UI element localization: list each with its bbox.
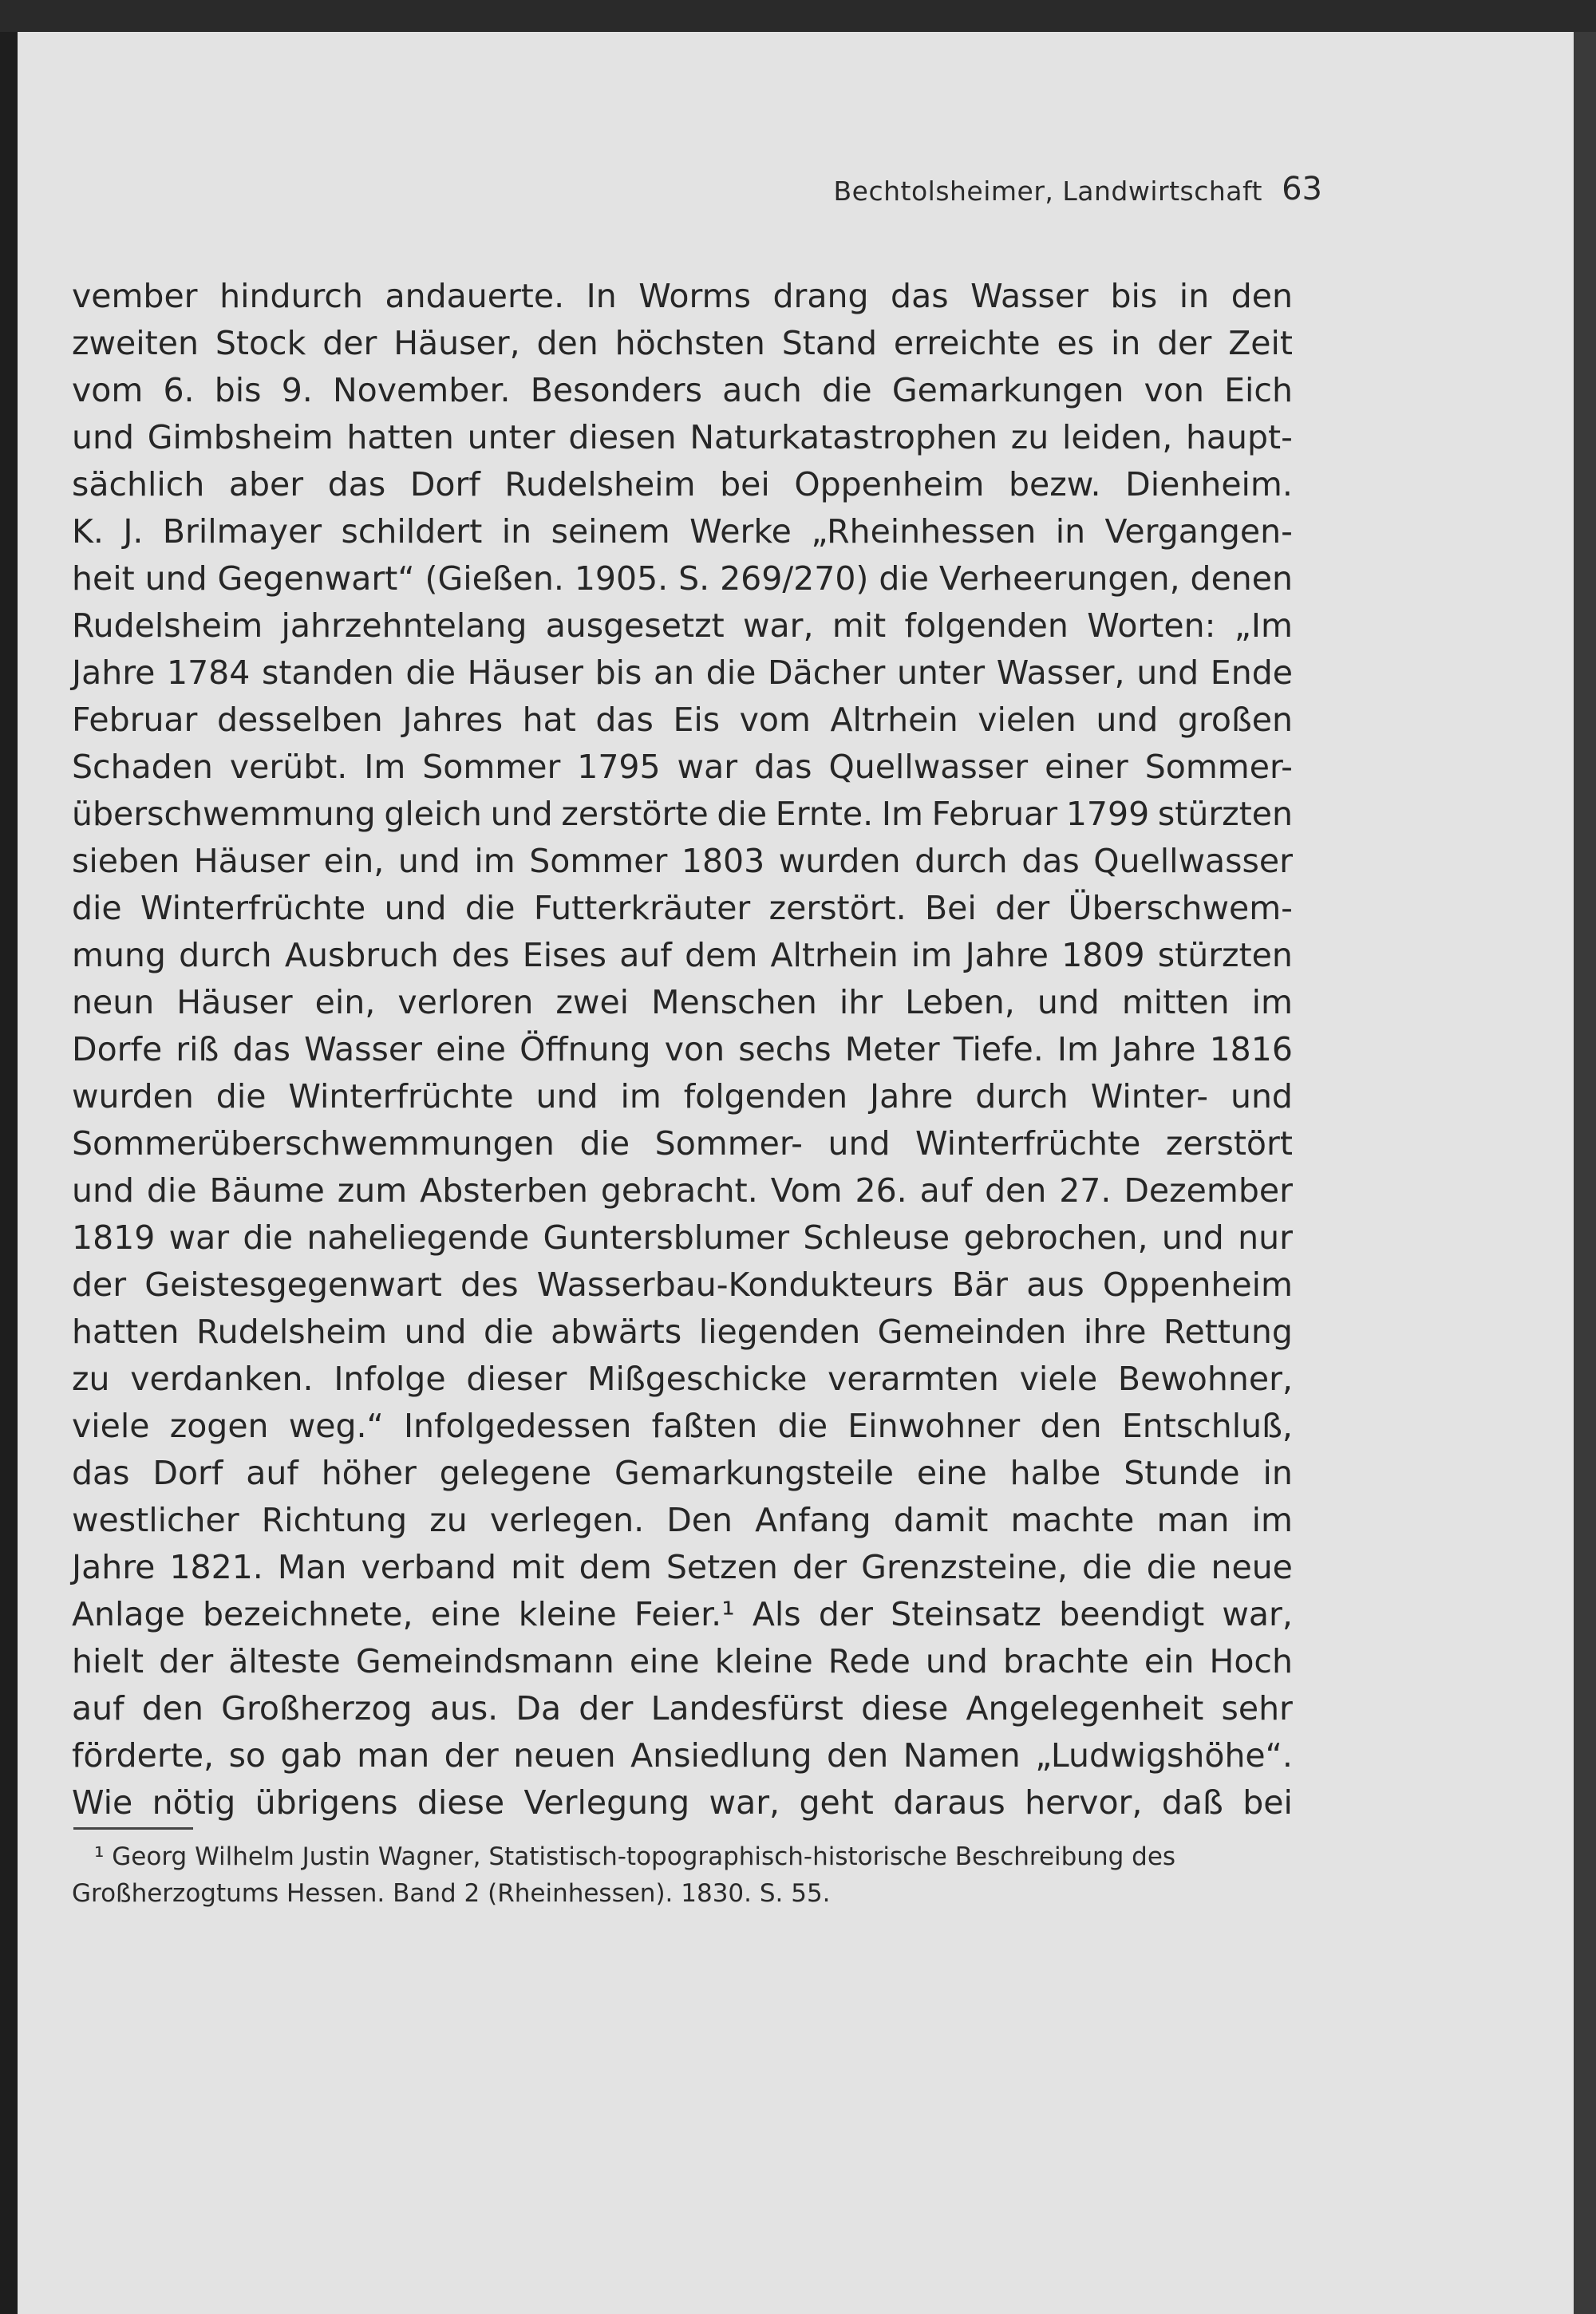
book-page <box>18 32 1574 2314</box>
footnote-line: Großherzogtums Hessen. Band 2 (Rheinhessen). 1830. S. 55. <box>72 1879 831 1908</box>
text-line: Februar desselben Jahres hat das Eis vom Altrhein vielen und großen <box>72 701 1293 739</box>
text-line: hatten Rudelsheim und die abwärts liegenden Gemeinden ihre Rettung <box>72 1313 1293 1351</box>
text-line: förderte, so gab man der neuen Ansiedlung den Namen „Ludwigshöhe“. <box>72 1736 1293 1775</box>
footnote-line: ¹ Georg Wilhelm Justin Wagner, Statistisch-topographisch-historische Beschreibung des <box>94 1842 1176 1871</box>
text-line: 1819 war die naheliegende Guntersblumer Schleuse gebrochen, und nur <box>72 1218 1293 1257</box>
text-line: vom 6. bis 9. November. Besonders auch die Gemarkungen von Eich <box>72 371 1293 409</box>
scan-edge-strip <box>0 0 18 2314</box>
page-number: 63 <box>1282 171 1322 207</box>
text-line: die Winterfrüchte und die Futterkräuter zerstört. Bei der Überschwem- <box>72 889 1293 927</box>
text-line: mung durch Ausbruch des Eises auf dem Altrhein im Jahre 1809 stürzten <box>72 936 1293 974</box>
scan-top-shadow <box>0 0 1596 32</box>
text-line: Rudelsheim jahrzehntelang ausgesetzt war, mit folgenden Worten: „Im <box>72 606 1293 645</box>
text-line: vember hindurch andauerte. In Worms drang das Wasser bis in den <box>72 277 1293 315</box>
text-line: überschwemmung gleich und zerstörte die Ernte. Im Februar 1799 stürzten <box>72 795 1293 833</box>
text-line: Jahre 1784 standen die Häuser bis an die Dächer unter Wasser, und Ende <box>72 654 1293 692</box>
footnotes <box>72 1827 1301 1912</box>
text-line: Sommerüberschwemmungen die Sommer- und Winterfrüchte zerstört <box>72 1124 1293 1163</box>
text-line: heit und Gegenwart“ (Gießen. 1905. S. 269/270) die Verheerungen, denen <box>72 559 1293 598</box>
text-line: zu verdanken. Infolge dieser Mißgeschicke verarmten viele Bewohner, <box>72 1360 1293 1398</box>
text-line: sieben Häuser ein, und im Sommer 1803 wurden durch das Quellwasser <box>72 842 1293 880</box>
text-line: sächlich aber das Dorf Rudelsheim bei Oppenheim bezw. Dienheim. <box>72 465 1293 503</box>
text-line: und die Bäume zum Absterben gebracht. Vom 26. auf den 27. Dezember <box>72 1171 1293 1210</box>
text-line: viele zogen weg.“ Infolgedessen faßten die Einwohner den Entschluß, <box>72 1407 1293 1445</box>
text-line: Schaden verübt. Im Sommer 1795 war das Quellwasser einer Sommer- <box>72 748 1293 786</box>
text-line: neun Häuser ein, verloren zwei Menschen ihr Leben, und mitten im <box>72 983 1293 1021</box>
text-line: auf den Großherzog aus. Da der Landesfürst diese Angelegenheit sehr <box>72 1689 1293 1728</box>
text-line: K. J. Brilmayer schildert in seinem Werke „Rheinhessen in Vergangen- <box>72 512 1293 551</box>
running-head <box>18 168 1574 215</box>
text-line: Anlage bezeichnete, eine kleine Feier.¹ Als der Steinsatz beendigt war, <box>72 1595 1293 1633</box>
text-line: zweiten Stock der Häuser, den höchsten Stand erreichte es in der Zeit <box>72 324 1293 362</box>
text-line: Jahre 1821. Man verband mit dem Setzen der Grenzsteine, die die neue <box>72 1548 1293 1586</box>
text-line: das Dorf auf höher gelegene Gemarkungsteile eine halbe Stunde in <box>72 1454 1293 1492</box>
text-line: wurden die Winterfrüchte und im folgenden Jahre durch Winter- und <box>72 1077 1293 1116</box>
text-line: und Gimbsheim hatten unter diesen Naturkatastrophen zu leiden, haupt- <box>72 418 1293 456</box>
text-line: der Geistesgegenwart des Wasserbau-Kondukteurs Bär aus Oppenheim <box>72 1266 1293 1304</box>
text-line: Wie nötig übrigens diese Verlegung war, geht daraus hervor, daß bei <box>72 1783 1293 1822</box>
running-title: Bechtolsheimer, Landwirtschaft <box>833 176 1262 207</box>
text-line: Dorfe riß das Wasser eine Öffnung von sechs Meter Tiefe. Im Jahre 1816 <box>72 1030 1293 1068</box>
text-line: westlicher Richtung zu verlegen. Den Anfang damit machte man im <box>72 1501 1293 1539</box>
body-text <box>72 273 1293 1826</box>
text-line: hielt der älteste Gemeindsmann eine kleine Rede und brachte ein Hoch <box>72 1642 1293 1680</box>
